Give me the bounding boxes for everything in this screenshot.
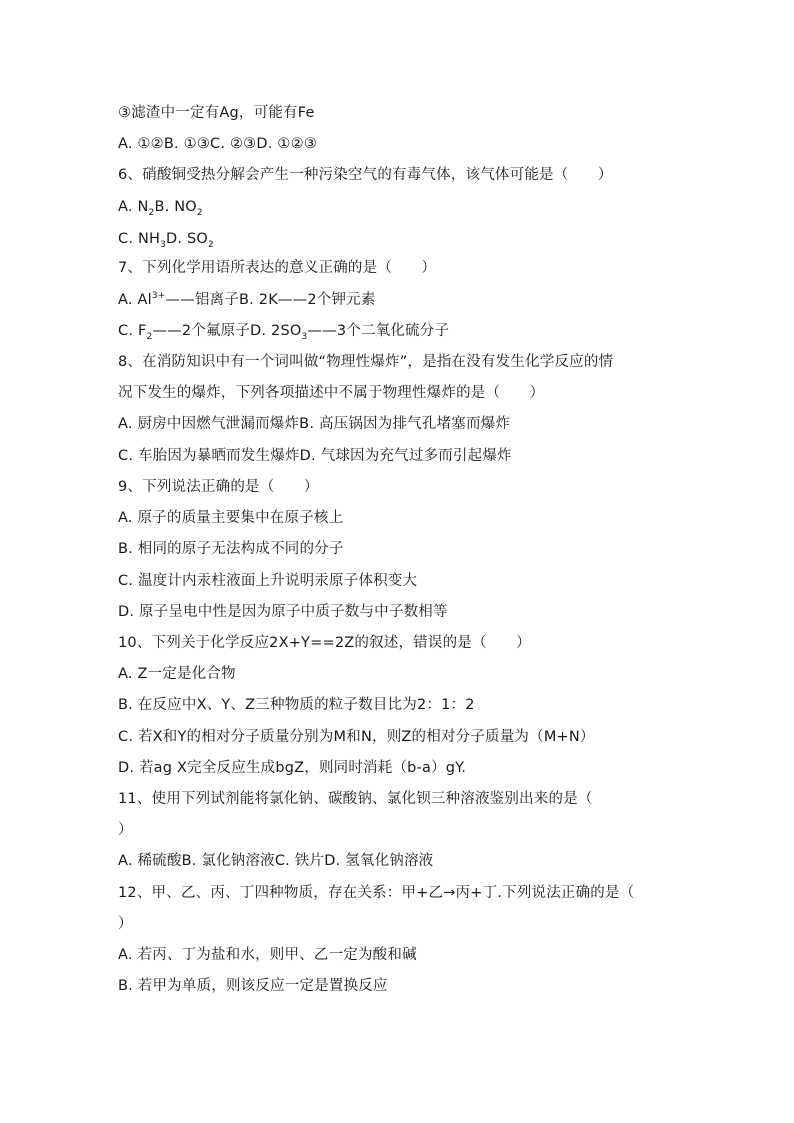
answer-choice: B. 相同的原子无法构成不同的分子 bbox=[118, 541, 344, 557]
subscript: 2 bbox=[148, 207, 155, 218]
choice-text: A. Al bbox=[118, 292, 152, 308]
answer-choices: A. 厨房中因燃气泄漏而爆炸B. 高压锅因为排气孔堵塞而爆炸 bbox=[118, 416, 511, 432]
question-12: 12、甲、乙、丙、丁四种物质，存在关系：甲+乙→丙+丁.下列说法正确的是（ bbox=[118, 885, 635, 901]
subscript: 3 bbox=[160, 239, 167, 250]
answer-choice: C. 若X和Y的相对分子质量分别为M和N，则Z的相对分子质量为（M+N） bbox=[118, 729, 595, 745]
answer-choices bbox=[118, 321, 449, 341]
choice-text: D. SO bbox=[166, 231, 209, 247]
answer-choices: A. ①②B. ①③C. ②③D. ①②③ bbox=[118, 136, 317, 152]
question-12-continued: ） bbox=[118, 916, 133, 932]
answer-choice: A. 若丙、丁为盐和水，则甲、乙一定为酸和碱 bbox=[118, 947, 417, 963]
choice-text: ——2个氟原子D. 2SO bbox=[152, 323, 302, 339]
choice-text: ——铝离子B. 2K——2个钾元素 bbox=[165, 292, 376, 308]
choice-text: C. F bbox=[118, 323, 147, 339]
answer-choices: C. 车胎因为暴晒而发生爆炸D. 气球因为充气过多而引起爆炸 bbox=[118, 448, 512, 464]
answer-choices: A. 稀硫酸B. 氯化钠溶液C. 铁片D. 氢氧化钠溶液 bbox=[118, 853, 434, 869]
answer-choice: D. 若ag X完全反应生成bgZ，则同时消耗（b-a）gY. bbox=[118, 760, 467, 776]
choice-text: A. N bbox=[118, 199, 149, 215]
question-9: 9、下列说法正确的是（ ） bbox=[118, 479, 319, 495]
answer-choice: D. 原子呈电中性是因为原子中质子数与中子数相等 bbox=[118, 604, 448, 620]
question-8-continued: 况下发生的爆炸，下列各项描述中不属于物理性爆炸的是（ ） bbox=[118, 385, 545, 401]
choice-text: ——3个二氧化硫分子 bbox=[307, 323, 450, 339]
question-10: 10、下列关于化学反应2X+Y==2Z的叙述，错误的是（ ） bbox=[118, 635, 531, 651]
answer-choices bbox=[118, 229, 214, 249]
choice-text: B. NO bbox=[154, 199, 197, 215]
subscript: 2 bbox=[196, 207, 203, 218]
answer-choice: A. Z一定是化合物 bbox=[118, 666, 236, 682]
question-7: 7、下列化学用语所表达的意义正确的是（ ） bbox=[118, 260, 437, 276]
superscript: 3+ bbox=[151, 291, 166, 302]
question-8: 8、在消防知识中有一个词叫做“物理性爆炸”，是指在没有发生化学反应的情 bbox=[118, 354, 614, 370]
answer-choice: B. 在反应中X、Y、Z三种物质的粒子数目比为2：1：2 bbox=[118, 697, 475, 713]
answer-choices bbox=[118, 290, 376, 310]
question-11-continued: ） bbox=[118, 822, 133, 838]
option-line: ③滤渣中一定有Ag，可能有Fe bbox=[118, 105, 315, 121]
subscript: 3 bbox=[301, 331, 308, 342]
subscript: 2 bbox=[146, 331, 153, 342]
answer-choice: C. 温度计内汞柱液面上升说明汞原子体积变大 bbox=[118, 573, 418, 589]
question-6: 6、硝酸铜受热分解会产生一种污染空气的有毒气体，该气体可能是（ ） bbox=[118, 167, 613, 183]
answer-choice: A. 原子的质量主要集中在原子核上 bbox=[118, 510, 344, 526]
answer-choices bbox=[118, 197, 203, 217]
question-11: 11、使用下列试剂能将氯化钠、碳酸钠、氯化钡三种溶液鉴别出来的是（ bbox=[118, 791, 593, 807]
choice-text: C. NH bbox=[118, 231, 161, 247]
answer-choice: B. 若甲为单质，则该反应一定是置换反应 bbox=[118, 978, 388, 994]
subscript: 2 bbox=[208, 239, 214, 250]
